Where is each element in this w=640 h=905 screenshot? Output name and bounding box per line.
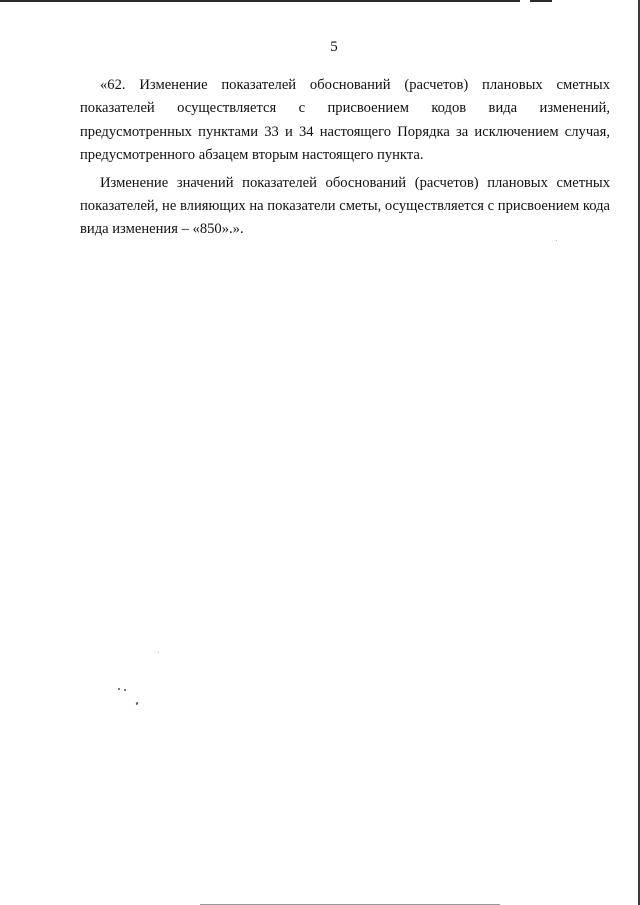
scan-edge-top [0,0,520,2]
document-body [80,74,610,246]
scan-speck [124,689,126,691]
scan-speck [118,688,120,690]
paragraph-second: Изменение значений показателей обоснований (расчетов) плановых сметных показателей, не влияющих на показатели сметы, осуществляется с присвоением кода вида изменения – «850».». [80,174,611,238]
scan-speck [135,702,138,706]
scan-edge-top-fragment [530,0,552,2]
scan-speck [556,240,557,241]
paragraph-62: «62. Изменение показателей обоснований (расчетов) плановых сметных показателей осуществляется с присвоением кодов вида изменений, предусмотренных пунктами 33 и 34 настоящего Порядка за исключением случая, предусмотренного абзацем вторым настоящего пункта. [80,77,610,164]
page-number: 5 [330,39,338,55]
scan-speck [158,652,159,653]
